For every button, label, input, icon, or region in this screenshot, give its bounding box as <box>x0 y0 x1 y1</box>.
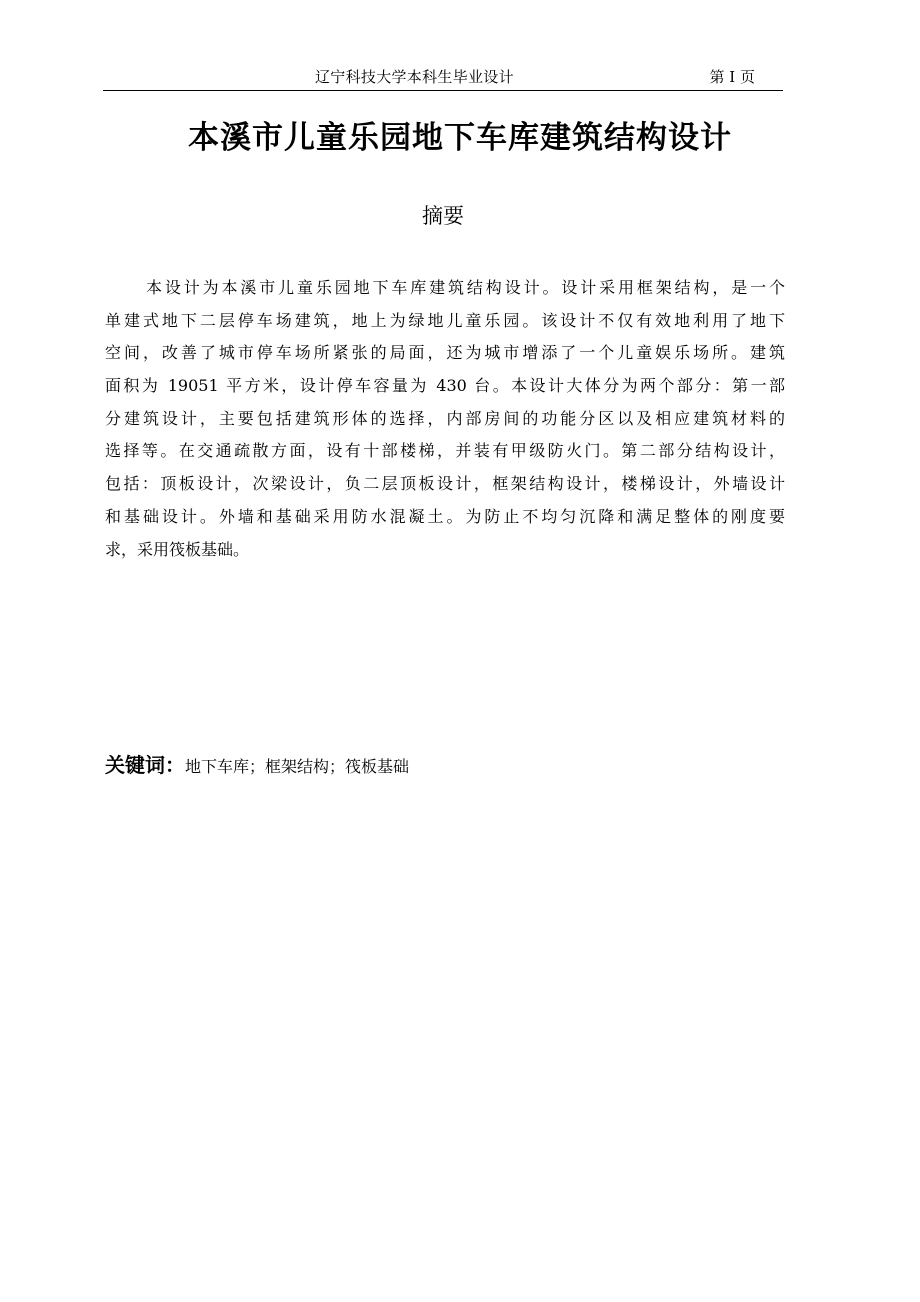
header-university-title: 辽宁科技大学本科生毕业设计 <box>315 68 514 86</box>
abstract-line: 面积为 19051 平方米，设计停车容量为 430 台。本设计大体分为两个部分：第一部 <box>105 376 785 396</box>
keywords-value: 地下车库；框架结构；筏板基础 <box>185 757 410 776</box>
keywords-label: 关键词： <box>105 753 185 777</box>
header-page-number: 第 I 页 <box>709 68 755 86</box>
keywords-row <box>105 749 409 778</box>
abstract-line: 选择等。在交通疏散方面，设有十部楼梯，并装有甲级防火门。第二部分结构设计， <box>105 441 785 461</box>
abstract-line: 空间，改善了城市停车场所紧张的局面，还为城市增添了一个儿童娱乐场所。建筑 <box>105 343 785 363</box>
abstract-line: 本设计为本溪市儿童乐园地下车库建筑结构设计。设计采用框架结构，是一个 <box>146 278 785 297</box>
abstract-body <box>105 272 785 566</box>
abstract-line: 单建式地下二层停车场建筑，地上为绿地儿童乐园。该设计不仅有效地利用了地下 <box>105 310 785 330</box>
abstract-heading: 摘要 <box>422 204 464 228</box>
abstract-line: 分建筑设计，主要包括建筑形体的选择，内部房间的功能分区以及相应建筑材料的 <box>105 408 785 428</box>
abstract-line: 包括：顶板设计，次梁设计，负二层顶板设计，框架结构设计，楼梯设计，外墙设计 <box>105 474 785 494</box>
abstract-line: 求，采用筏板基础。 <box>105 539 250 559</box>
page-header <box>103 64 783 91</box>
abstract-line: 和基础设计。外墙和基础采用防水混凝土。为防止不均匀沉降和满足整体的刚度要 <box>105 506 785 526</box>
document-title: 本溪市儿童乐园地下车库建筑结构设计 <box>188 120 732 156</box>
